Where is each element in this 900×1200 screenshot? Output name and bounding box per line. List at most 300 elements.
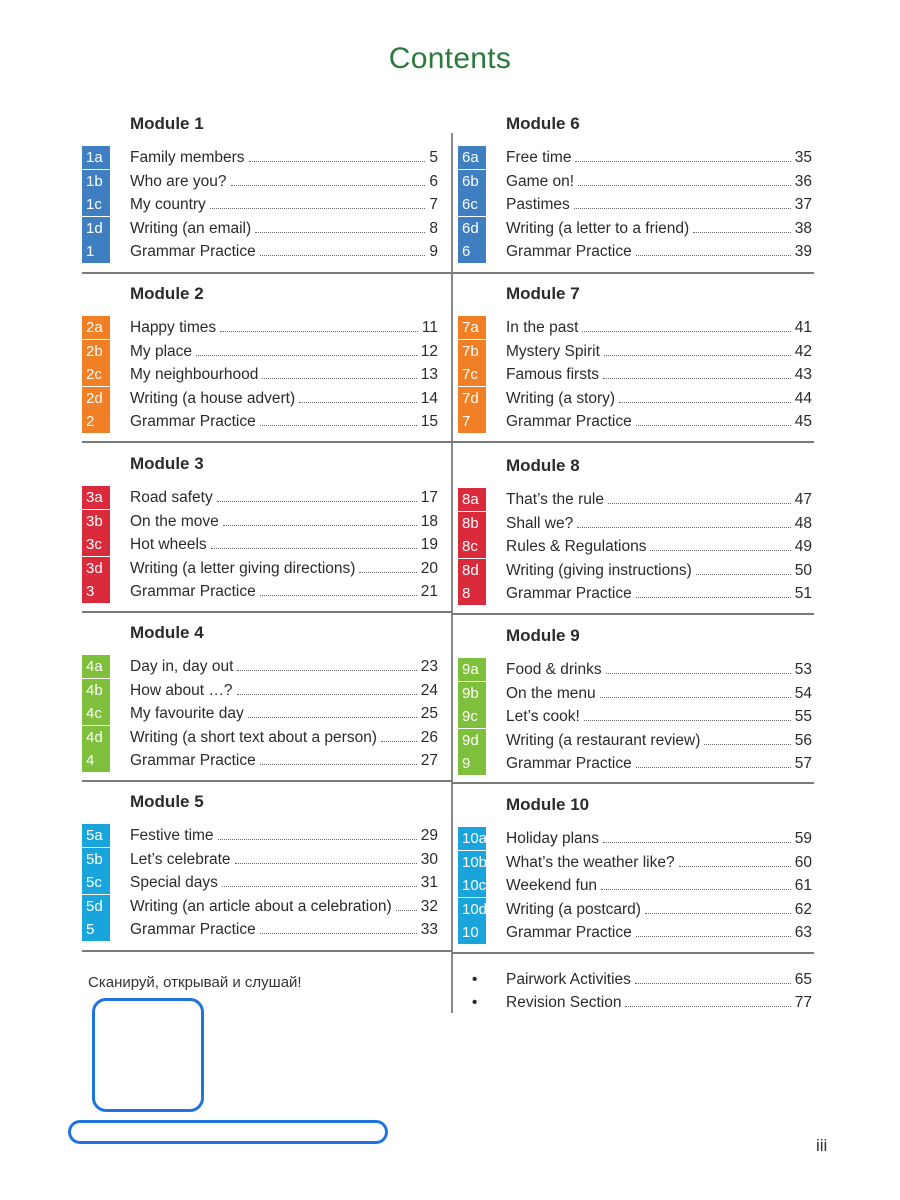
unit-page-number: 8	[429, 219, 438, 237]
module-divider	[452, 952, 814, 954]
contents-row[interactable]	[82, 146, 436, 169]
unit-page-number: 37	[794, 196, 812, 213]
unit-code-badge: 5b	[82, 848, 110, 871]
contents-entry	[506, 410, 812, 433]
module-title: Module 2	[130, 284, 204, 303]
leader-dots	[237, 656, 416, 671]
contents-row[interactable]	[82, 580, 436, 603]
contents-entry	[506, 827, 812, 850]
extra-entry	[506, 991, 812, 1014]
contents-row[interactable]	[458, 240, 812, 263]
contents-row[interactable]	[458, 682, 812, 705]
page-number: iii	[816, 1136, 828, 1155]
leader-dots	[260, 750, 417, 765]
contents-entry	[506, 582, 812, 605]
unit-code-badge: 6	[458, 240, 486, 263]
contents-entry	[506, 240, 812, 263]
unit-title: Shall we?	[506, 514, 574, 532]
contents-entry	[506, 752, 812, 775]
unit-page-number: 26	[420, 728, 438, 746]
contents-entry	[130, 340, 436, 363]
contents-row[interactable]	[458, 512, 812, 535]
module-title: Module 4	[130, 623, 204, 642]
contents-entry	[130, 871, 436, 894]
contents-row[interactable]	[458, 921, 812, 944]
module-title: Module 7	[506, 284, 580, 303]
unit-page-number: 32	[420, 897, 438, 915]
unit-page-number: 63	[794, 924, 812, 941]
contents-row[interactable]	[82, 848, 436, 871]
contents-row[interactable]	[458, 146, 812, 169]
leader-dots	[299, 388, 417, 403]
leader-dots	[625, 992, 790, 1007]
leader-dots	[606, 659, 791, 674]
unit-page-number: 18	[420, 512, 438, 530]
unit-title: Writing (a short text about a person)	[130, 728, 377, 746]
unit-page-number: 43	[794, 366, 812, 383]
unit-page-number: 33	[420, 921, 438, 938]
leader-dots	[381, 727, 417, 742]
unit-page-number: 50	[794, 561, 812, 579]
contents-row[interactable]	[458, 851, 812, 874]
contents-row[interactable]	[458, 363, 812, 386]
contents-entry	[506, 146, 812, 169]
unit-page-number: 62	[794, 900, 812, 918]
unit-title: Hot wheels	[130, 536, 207, 553]
leader-dots	[220, 317, 418, 332]
extra-item-pairwork[interactable]	[458, 968, 812, 991]
contents-entry	[130, 679, 436, 702]
extra-entry	[506, 968, 812, 991]
contents-row[interactable]	[82, 871, 436, 894]
leader-dots	[578, 171, 791, 186]
contents-row[interactable]	[458, 827, 812, 850]
contents-row[interactable]	[458, 217, 812, 240]
unit-code-badge: 6a	[458, 146, 486, 169]
contents-entry	[506, 170, 812, 193]
module-divider	[452, 272, 814, 274]
unit-page-number: 54	[794, 684, 812, 702]
unit-title: Grammar Practice	[130, 583, 256, 600]
leader-dots	[196, 341, 417, 356]
leader-dots	[600, 683, 791, 698]
unit-page-number: 47	[794, 491, 812, 508]
unit-title: Grammar Practice	[506, 243, 632, 260]
unit-page-number: 17	[420, 489, 438, 506]
unit-page-number: 23	[420, 658, 438, 675]
unit-code-badge: 5a	[82, 824, 110, 847]
contents-entry	[506, 512, 812, 535]
unit-code-badge: 8d	[458, 559, 486, 582]
unit-page-number: 5	[429, 149, 438, 166]
unit-page-number: 44	[794, 389, 812, 407]
contents-entry	[130, 510, 436, 533]
contents-entry	[130, 702, 436, 725]
unit-page-number: 15	[420, 413, 438, 430]
leader-dots	[577, 513, 791, 528]
module-divider	[82, 441, 452, 443]
unit-title: Rules & Regulations	[506, 538, 647, 555]
unit-title: My neighbourhood	[130, 366, 259, 383]
contents-entry	[506, 921, 812, 944]
unit-page-number: 9	[429, 243, 438, 260]
leader-dots	[645, 899, 791, 914]
unit-page-number: 41	[794, 319, 812, 336]
leader-dots	[359, 558, 416, 573]
contents-entry	[506, 658, 812, 681]
contents-entry	[506, 559, 812, 582]
contents-row[interactable]	[82, 240, 436, 263]
contents-row[interactable]	[458, 898, 812, 921]
leader-dots	[262, 364, 416, 379]
leader-dots	[248, 703, 417, 718]
unit-title: Writing (a letter giving directions)	[130, 559, 356, 577]
contents-row[interactable]	[82, 726, 436, 749]
contents-entry	[506, 316, 812, 339]
unit-page-number: 57	[794, 755, 812, 772]
module-divider	[452, 782, 814, 784]
unit-code-badge: 10	[458, 921, 486, 944]
module-divider	[82, 272, 452, 274]
unit-code-badge: 2b	[82, 340, 110, 363]
unit-code-badge: 9a	[458, 658, 486, 681]
leader-dots	[679, 852, 791, 867]
leader-dots	[211, 534, 417, 549]
unit-title: Grammar Practice	[130, 921, 256, 938]
unit-title: Who are you?	[130, 172, 227, 190]
unit-code-badge: 3d	[82, 557, 110, 580]
unit-title: Writing (an email)	[130, 219, 252, 237]
contents-entry	[130, 580, 436, 603]
contents-entry	[130, 726, 436, 749]
unit-page-number: 30	[420, 850, 438, 868]
module-divider	[82, 611, 452, 613]
unit-title: Special days	[130, 874, 218, 891]
unit-code-badge: 1b	[82, 170, 110, 193]
contents-row[interactable]	[82, 410, 436, 433]
contents-row[interactable]	[458, 340, 812, 363]
module-divider	[452, 441, 814, 443]
contents-row[interactable]	[82, 655, 436, 678]
unit-page-number: 61	[794, 877, 812, 894]
leader-dots	[636, 753, 791, 768]
unit-code-badge: 7b	[458, 340, 486, 363]
unit-page-number: 21	[420, 583, 438, 600]
unit-page-number: 24	[420, 681, 438, 699]
contents-entry	[506, 193, 812, 216]
contents-entry	[506, 682, 812, 705]
contents-row[interactable]	[458, 582, 812, 605]
unit-page-number: 56	[794, 731, 812, 749]
module-title: Module 5	[130, 792, 204, 811]
module-divider	[82, 950, 452, 952]
unit-code-badge: 7d	[458, 387, 486, 410]
unit-page-number: 14	[420, 389, 438, 407]
unit-code-badge: 9d	[458, 729, 486, 752]
unit-title: Writing (a letter to a friend)	[506, 219, 690, 237]
unit-title: That’s the rule	[506, 491, 604, 508]
unit-title: How about …?	[130, 681, 233, 699]
contents-entry	[130, 655, 436, 678]
unit-code-badge: 2	[82, 410, 110, 433]
unit-page-number: 42	[794, 342, 812, 360]
unit-title: Writing (an article about a celebration)	[130, 897, 392, 915]
contents-row[interactable]	[82, 895, 436, 918]
contents-row[interactable]	[82, 340, 436, 363]
unit-code-badge: 6d	[458, 217, 486, 240]
contents-entry	[506, 898, 812, 921]
unit-code-badge: 9	[458, 752, 486, 775]
unit-page-number: 48	[794, 514, 812, 532]
leader-dots	[260, 241, 426, 256]
contents-entry	[130, 895, 436, 918]
unit-title: Writing (a restaurant review)	[506, 731, 701, 749]
contents-entry	[506, 340, 812, 363]
module-title: Module 8	[506, 456, 580, 475]
module-title: Module 1	[130, 114, 204, 133]
leader-dots	[396, 896, 417, 911]
leader-dots	[650, 536, 790, 551]
unit-code-badge: 8a	[458, 488, 486, 511]
unit-code-badge: 9b	[458, 682, 486, 705]
unit-title: Happy times	[130, 319, 217, 336]
unit-code-badge: 2d	[82, 387, 110, 410]
leader-dots	[582, 317, 790, 332]
module-title: Module 6	[506, 114, 580, 133]
unit-code-badge: 8c	[458, 535, 486, 558]
contents-row[interactable]	[82, 918, 436, 941]
unit-code-badge: 4a	[82, 655, 110, 678]
unit-code-badge: 6c	[458, 193, 486, 216]
contents-entry	[130, 146, 436, 169]
unit-page-number: 29	[420, 827, 438, 844]
contents-entry	[506, 874, 812, 897]
contents-entry	[130, 749, 436, 772]
unit-page-number: 53	[794, 661, 812, 678]
leader-dots	[636, 583, 791, 598]
contents-entry	[506, 217, 812, 240]
leader-dots	[235, 849, 417, 864]
extra-label: Revision Section	[506, 994, 622, 1011]
contents-entry	[130, 217, 436, 240]
contents-row[interactable]	[458, 729, 812, 752]
extra-item-revision[interactable]	[458, 991, 812, 1014]
leader-dots	[255, 218, 425, 233]
contents-row[interactable]	[82, 749, 436, 772]
unit-title: Festive time	[130, 827, 214, 844]
contents-row[interactable]	[82, 193, 436, 216]
unit-title: Grammar Practice	[130, 243, 256, 260]
unit-title: Road safety	[130, 489, 213, 506]
unit-title: Grammar Practice	[130, 413, 256, 430]
unit-title: Writing (a story)	[506, 389, 616, 407]
contents-row[interactable]	[458, 410, 812, 433]
contents-row[interactable]	[82, 170, 436, 193]
unit-title: What’s the weather like?	[506, 853, 675, 871]
unit-page-number: 45	[794, 413, 812, 430]
link-frame[interactable]	[68, 1120, 388, 1144]
unit-page-number: 7	[429, 196, 438, 213]
unit-code-badge: 9c	[458, 705, 486, 728]
extra-page: 77	[794, 994, 812, 1011]
contents-row[interactable]	[458, 658, 812, 681]
leader-dots	[584, 706, 791, 721]
contents-row[interactable]	[82, 363, 436, 386]
unit-code-badge: 10c	[458, 874, 486, 897]
unit-code-badge: 7a	[458, 316, 486, 339]
unit-code-badge: 7c	[458, 363, 486, 386]
leader-dots	[619, 388, 791, 403]
contents-entry	[130, 410, 436, 433]
unit-title: My place	[130, 342, 193, 360]
unit-title: Let’s celebrate	[130, 850, 231, 868]
contents-row[interactable]	[82, 679, 436, 702]
unit-title: On the menu	[506, 684, 596, 702]
unit-code-badge: 1a	[82, 146, 110, 169]
contents-entry	[130, 918, 436, 941]
unit-title: Grammar Practice	[506, 924, 632, 941]
unit-title: On the move	[130, 512, 219, 530]
leader-dots	[604, 341, 791, 356]
leader-dots	[217, 487, 417, 502]
leader-dots	[222, 872, 417, 887]
unit-title: In the past	[506, 319, 579, 336]
qr-code-frame[interactable]	[92, 998, 204, 1112]
leader-dots	[237, 680, 417, 695]
unit-page-number: 39	[794, 243, 812, 260]
unit-title: Game on!	[506, 172, 575, 190]
unit-page-number: 12	[420, 342, 438, 360]
unit-code-badge: 10d	[458, 898, 486, 921]
unit-page-number: 35	[794, 149, 812, 166]
unit-code-badge: 1	[82, 240, 110, 263]
contents-entry	[130, 387, 436, 410]
contents-entry	[130, 848, 436, 871]
contents-row[interactable]	[82, 557, 436, 580]
leader-dots	[704, 730, 790, 745]
page-title: Contents	[388, 42, 512, 75]
unit-code-badge: 5d	[82, 895, 110, 918]
contents-entry	[130, 557, 436, 580]
contents-entry	[506, 535, 812, 558]
contents-row[interactable]	[458, 170, 812, 193]
unit-page-number: 20	[420, 559, 438, 577]
leader-dots	[575, 147, 790, 162]
contents-row[interactable]	[458, 316, 812, 339]
unit-page-number: 59	[794, 830, 812, 847]
unit-title: Writing (a house advert)	[130, 389, 296, 407]
unit-page-number: 38	[794, 219, 812, 237]
unit-title: Free time	[506, 149, 572, 166]
unit-title: Weekend fun	[506, 877, 598, 894]
module-divider	[82, 780, 452, 782]
unit-code-badge: 5c	[82, 871, 110, 894]
contents-row[interactable]	[458, 193, 812, 216]
unit-code-badge: 4b	[82, 679, 110, 702]
contents-row[interactable]	[82, 316, 436, 339]
contents-row[interactable]	[82, 486, 436, 509]
unit-code-badge: 6b	[458, 170, 486, 193]
unit-code-badge: 4	[82, 749, 110, 772]
unit-title: Grammar Practice	[130, 752, 256, 769]
contents-entry	[506, 851, 812, 874]
unit-page-number: 27	[420, 752, 438, 769]
scan-caption: Сканируй, открывай и слушай!	[88, 974, 302, 991]
contents-row[interactable]	[82, 387, 436, 410]
extra-page: 65	[794, 971, 812, 988]
unit-title: Grammar Practice	[506, 585, 632, 602]
unit-page-number: 11	[421, 319, 438, 336]
leader-dots	[574, 194, 791, 209]
unit-page-number: 13	[420, 366, 438, 383]
unit-title: Holiday plans	[506, 830, 600, 847]
leader-dots	[260, 581, 417, 596]
unit-page-number: 25	[420, 705, 438, 722]
unit-code-badge: 3a	[82, 486, 110, 509]
contents-entry	[506, 488, 812, 511]
unit-title: Let’s cook!	[506, 708, 580, 725]
contents-row[interactable]	[82, 533, 436, 556]
contents-row[interactable]	[82, 217, 436, 240]
unit-code-badge: 5	[82, 918, 110, 941]
contents-entry	[506, 705, 812, 728]
module-title: Module 3	[130, 454, 204, 473]
unit-code-badge: 3c	[82, 533, 110, 556]
leader-dots	[696, 560, 791, 575]
contents-entry	[130, 193, 436, 216]
unit-page-number: 19	[420, 536, 438, 553]
unit-code-badge: 7	[458, 410, 486, 433]
leader-dots	[249, 147, 426, 162]
unit-code-badge: 10b	[458, 851, 486, 874]
unit-code-badge: 10a	[458, 827, 486, 850]
unit-title: Grammar Practice	[506, 413, 632, 430]
leader-dots	[260, 411, 417, 426]
contents-entry	[130, 533, 436, 556]
unit-code-badge: 4c	[82, 702, 110, 725]
unit-title: Mystery Spirit	[506, 342, 600, 360]
contents-row[interactable]	[458, 705, 812, 728]
unit-code-badge: 4d	[82, 726, 110, 749]
contents-row[interactable]	[458, 874, 812, 897]
contents-row[interactable]	[458, 387, 812, 410]
leader-dots	[693, 218, 791, 233]
unit-page-number: 31	[420, 874, 438, 891]
contents-row[interactable]	[82, 824, 436, 847]
unit-code-badge: 1d	[82, 217, 110, 240]
module-title: Module 9	[506, 626, 580, 645]
leader-dots	[601, 875, 791, 890]
unit-page-number: 55	[794, 708, 812, 725]
unit-code-badge: 2c	[82, 363, 110, 386]
contents-row[interactable]	[458, 535, 812, 558]
contents-entry	[130, 316, 436, 339]
leader-dots	[218, 825, 417, 840]
contents-row[interactable]	[82, 510, 436, 533]
contents-entry	[130, 486, 436, 509]
contents-entry	[130, 240, 436, 263]
contents-row[interactable]	[82, 702, 436, 725]
unit-page-number: 60	[794, 853, 812, 871]
leader-dots	[223, 511, 417, 526]
leader-dots	[231, 171, 426, 186]
contents-row[interactable]	[458, 488, 812, 511]
contents-row[interactable]	[458, 559, 812, 582]
unit-code-badge: 2a	[82, 316, 110, 339]
contents-entry	[506, 729, 812, 752]
contents-row[interactable]	[458, 752, 812, 775]
extra-label: Pairwork Activities	[506, 971, 631, 988]
